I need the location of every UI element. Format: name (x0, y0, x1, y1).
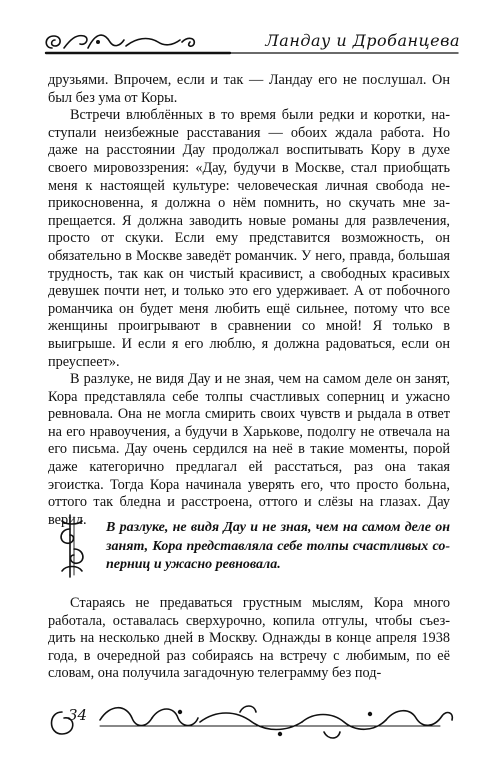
pull-quote-text: В разлуке, не видя Дау и не зная, чем на самом деле он занят, Кора представляла себе толпы счастливых соперниц и ужасно ревновала. (106, 520, 450, 572)
footer-ornament-icon (40, 690, 460, 750)
paragraph-letter: Встречи влюблённых в то время были редки и коротки, наступали неизбежные расставания — обоих ждала работа. Но даже на расстоянии Дау продолжал воспитывать Кору в духе своего мировоззрения: «Дау, будучи в Москве, стал приобщать меня к настоящей культуре: человеческая личная свобода неприкосновенна, я должна о нём помнить, но скучать мне запрещается. Я должна заводить новые романы для развлечения, просто от скуки. Если ему представится возможность, он обязательно в Москве заведёт романчик. У него, правда, большая трудность, так как он чистый красивист, а свободных красивых девушек почти нет, и только это его удерживает. А от побочного романчика он будет меня любить ещё сильнее, потому что все женщины проигрывают в сравнении со мной! Я только в выигрыше. И если я его люблю, я должна радоваться, если он преуспеет». (48, 107, 450, 370)
running-header (40, 22, 460, 64)
body-text-top (48, 72, 450, 529)
page-number: 34 (68, 706, 88, 724)
paragraph-continuation: друзьями. Впрочем, если и так — Ландау его не послушал. Он был без ума от Коры. (48, 72, 450, 106)
paragraph-jealousy: В разлуке, не видя Дау и не зная, чем на самом деле он занят, Кора представляла себе толпы счастливых соперниц и ужасно ревновала. Она не могла смирить своих чувств и рыдала в ответ на его нравоучения, а будучи в Харькове, подолгу не отвечала на его письма. Дау очень сердился на неё в такие моменты, порой даже категорично предлагал ей расстаться, раз она такая эгоистка. Тогда Кора начинала уверять его, что просто больна, оттого так бледна и расстроена, оттого и слёзы на глазах. Дау верил. (48, 371, 450, 528)
body-text-bottom (48, 595, 450, 683)
page-footer (40, 690, 460, 750)
running-title: Ландау и Дробанцева (265, 31, 460, 50)
pull-quote (48, 513, 450, 579)
paragraph-closing: Стараясь не предаваться грустным мыслям, Кора много работала, оставалась сверхурочно, копила отгулы, чтобы съездить на несколько дней в Москву. Однажды в конце апреля 1938 года, в очередной раз собираясь на встречу с любимым, по её словам, она получила загадочную телеграмму без под- (48, 595, 450, 682)
quote-flourish-icon (48, 513, 98, 579)
